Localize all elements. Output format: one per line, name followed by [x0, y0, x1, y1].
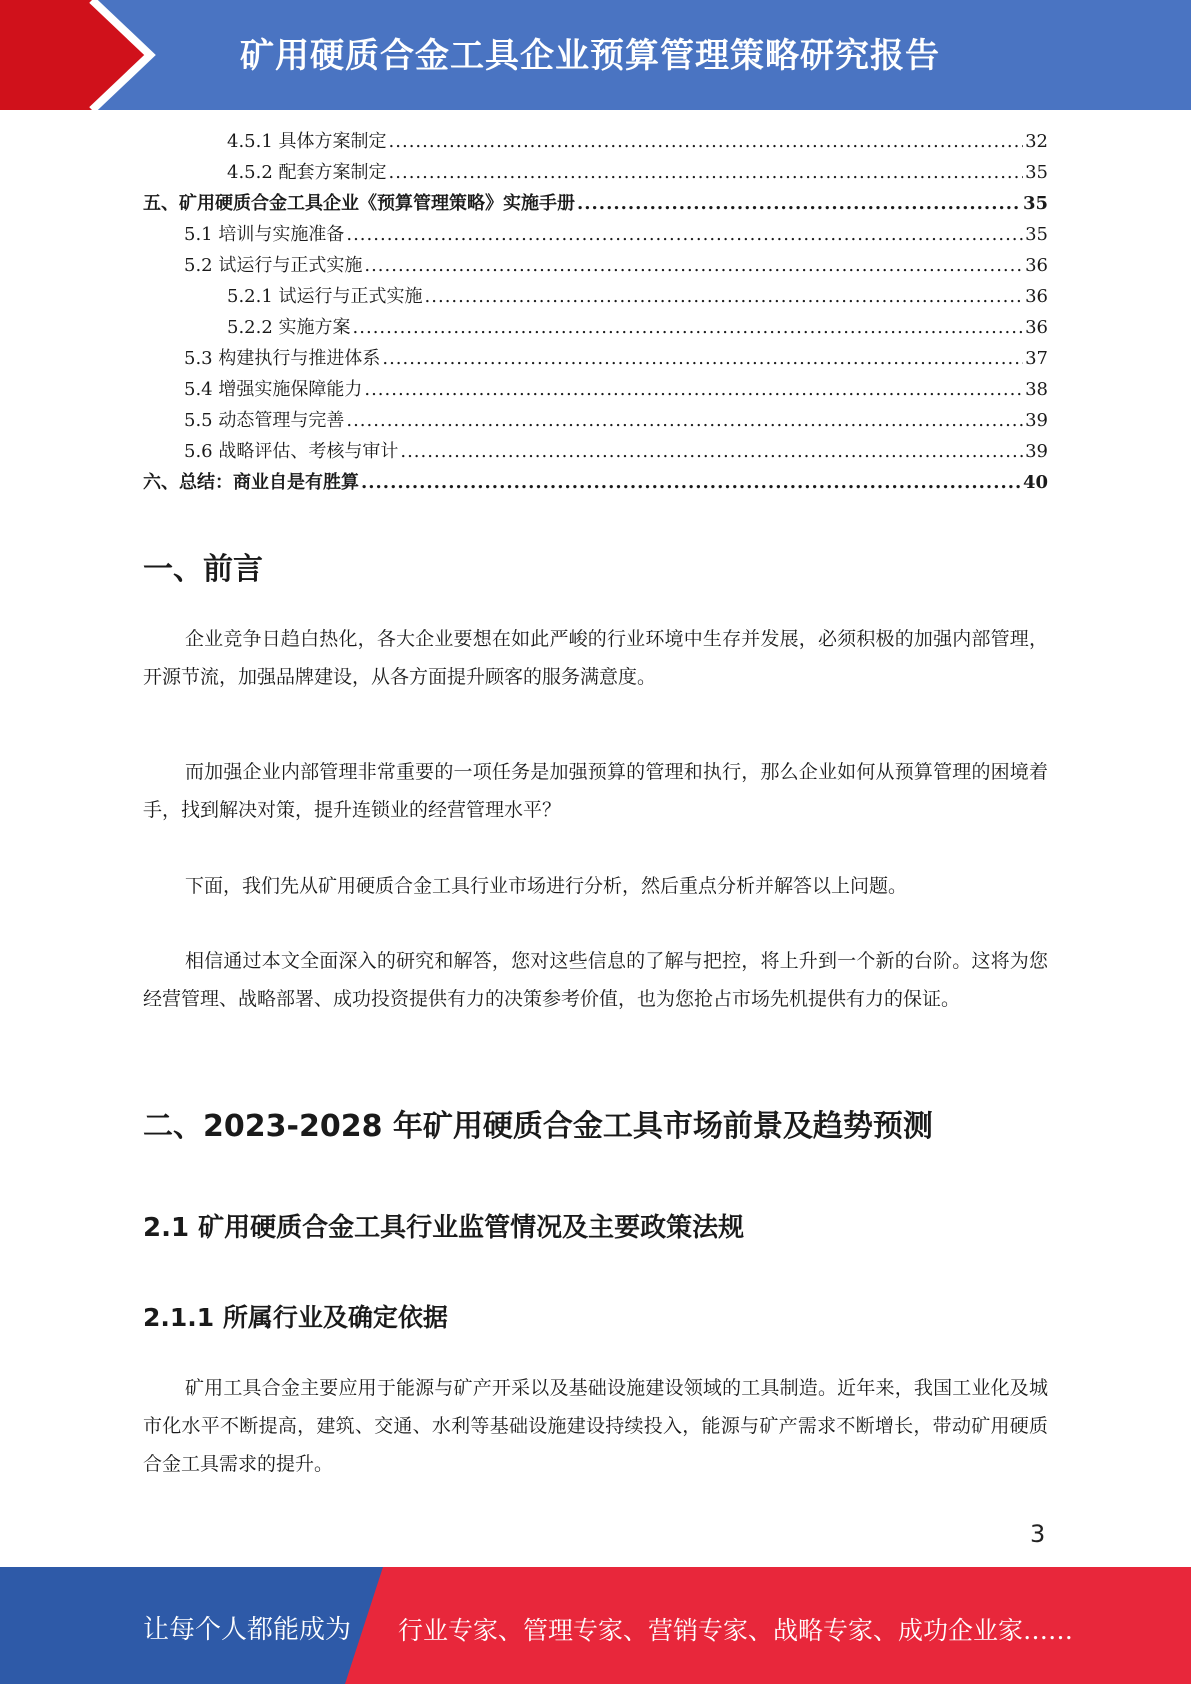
toc-leader — [353, 312, 1024, 343]
toc-entry-title: 5.2 试运行与正式实施 — [184, 255, 363, 276]
toc-entry-title: 5.1 培训与实施准备 — [184, 224, 345, 245]
toc-leader — [382, 343, 1023, 374]
page-footer — [0, 1567, 1191, 1684]
subsection-heading: 2.1 矿用硬质合金工具行业监管情况及主要政策法规 — [143, 1213, 745, 1243]
toc-entry[interactable] — [143, 126, 1048, 157]
header-title: 矿用硬质合金工具企业预算管理策略研究报告 — [240, 36, 940, 76]
toc-entry-title: 5.5 动态管理与完善 — [184, 410, 345, 431]
toc-entry[interactable] — [143, 250, 1048, 281]
toc-leader — [425, 281, 1024, 312]
toc-entry[interactable] — [143, 312, 1048, 343]
paragraph: 企业竞争日趋白热化，各大企业要想在如此严峻的行业环境中生存并发展，必须积极的加强内部管理，开源节流，加强品牌建设，从各方面提升顾客的服务满意度。 — [143, 628, 1048, 688]
toc-entry-page: 36 — [1025, 286, 1048, 307]
toc-leader — [346, 405, 1023, 436]
section-heading-market-outlook: 二、2023-2028 年矿用硬质合金工具市场前景及趋势预测 — [143, 1109, 933, 1144]
toc-leader — [346, 219, 1023, 250]
toc-entry-title: 六、总结：商业自是有胜算 — [143, 472, 359, 493]
toc-entry[interactable] — [143, 343, 1048, 374]
toc-entry-title: 五、矿用硬质合金工具企业《预算管理策略》实施手册 — [143, 193, 575, 214]
toc-entry-title: 5.4 增强实施保障能力 — [184, 379, 363, 400]
toc-leader — [400, 436, 1023, 467]
toc-leader — [389, 126, 1024, 157]
footer-slogan-right: 行业专家、管理专家、营销专家、战略专家、成功企业家…… — [398, 1616, 1074, 1645]
toc-entry-title: 5.6 战略评估、考核与审计 — [184, 441, 399, 462]
toc-entry[interactable] — [143, 281, 1048, 312]
toc-entry-page: 37 — [1025, 348, 1048, 369]
toc-entry-page: 36 — [1025, 317, 1048, 338]
toc-entry-page: 35 — [1025, 224, 1048, 245]
toc-entry-page: 35 — [1022, 193, 1048, 214]
paragraph: 而加强企业内部管理非常重要的一项任务是加强预算的管理和执行，那么企业如何从预算管理的困境着手，找到解决对策，提升连锁业的经营管理水平？ — [143, 761, 1048, 821]
toc-entry-page: 32 — [1025, 131, 1048, 152]
footer-slogan-left: 让每个人都能成为 — [143, 1615, 352, 1645]
toc-entry-title: 4.5.2 配套方案制定 — [227, 162, 387, 183]
toc-entry-title: 5.3 构建执行与推进体系 — [184, 348, 381, 369]
toc-entry-page: 35 — [1025, 162, 1048, 183]
toc-leader — [577, 188, 1021, 219]
paragraph: 相信通过本文全面深入的研究和解答，您对这些信息的了解与把控，将上升到一个新的台阶。这将为您经营管理、战略部署、成功投资提供有力的决策参考价值，也为您抢占市场先机提供有力的保证。 — [143, 950, 1048, 1010]
toc-entry[interactable] — [143, 157, 1048, 188]
toc-entry[interactable] — [143, 436, 1048, 467]
toc-entry[interactable] — [143, 188, 1048, 219]
toc-entry-page: 39 — [1025, 441, 1048, 462]
toc-leader — [361, 467, 1021, 498]
toc-entry-title: 5.2.1 试运行与正式实施 — [227, 286, 423, 307]
toc-entry[interactable] — [143, 219, 1048, 250]
toc-entry[interactable] — [143, 374, 1048, 405]
toc-entry-title: 4.5.1 具体方案制定 — [227, 131, 387, 152]
paragraph: 下面，我们先从矿用硬质合金工具行业市场进行分析，然后重点分析并解答以上问题。 — [185, 875, 908, 897]
toc-entry-page: 40 — [1022, 472, 1048, 493]
toc-entry-page: 38 — [1025, 379, 1048, 400]
toc-leader — [389, 157, 1024, 188]
toc-entry-page: 39 — [1025, 410, 1048, 431]
section-heading-preface: 一、前言 — [143, 552, 263, 587]
page-header — [0, 0, 1191, 110]
toc-leader — [364, 374, 1023, 405]
toc-entry[interactable] — [143, 467, 1048, 498]
toc-entry-title: 5.2.2 实施方案 — [227, 317, 351, 338]
toc-entry-page: 36 — [1025, 255, 1048, 276]
toc-leader — [364, 250, 1023, 281]
subsubsection-heading: 2.1.1 所属行业及确定依据 — [143, 1303, 448, 1332]
paragraph: 矿用工具合金主要应用于能源与矿产开采以及基础设施建设领域的工具制造。近年来，我国工业化及城市化水平不断提高，建筑、交通、水利等基础设施建设持续投入，能源与矿产需求不断增长，带动矿用硬质合金工具需求的提升。 — [143, 1377, 1048, 1475]
page-number: 3 — [1030, 1520, 1046, 1548]
toc-entry[interactable] — [143, 405, 1048, 436]
table-of-contents — [143, 126, 1048, 498]
